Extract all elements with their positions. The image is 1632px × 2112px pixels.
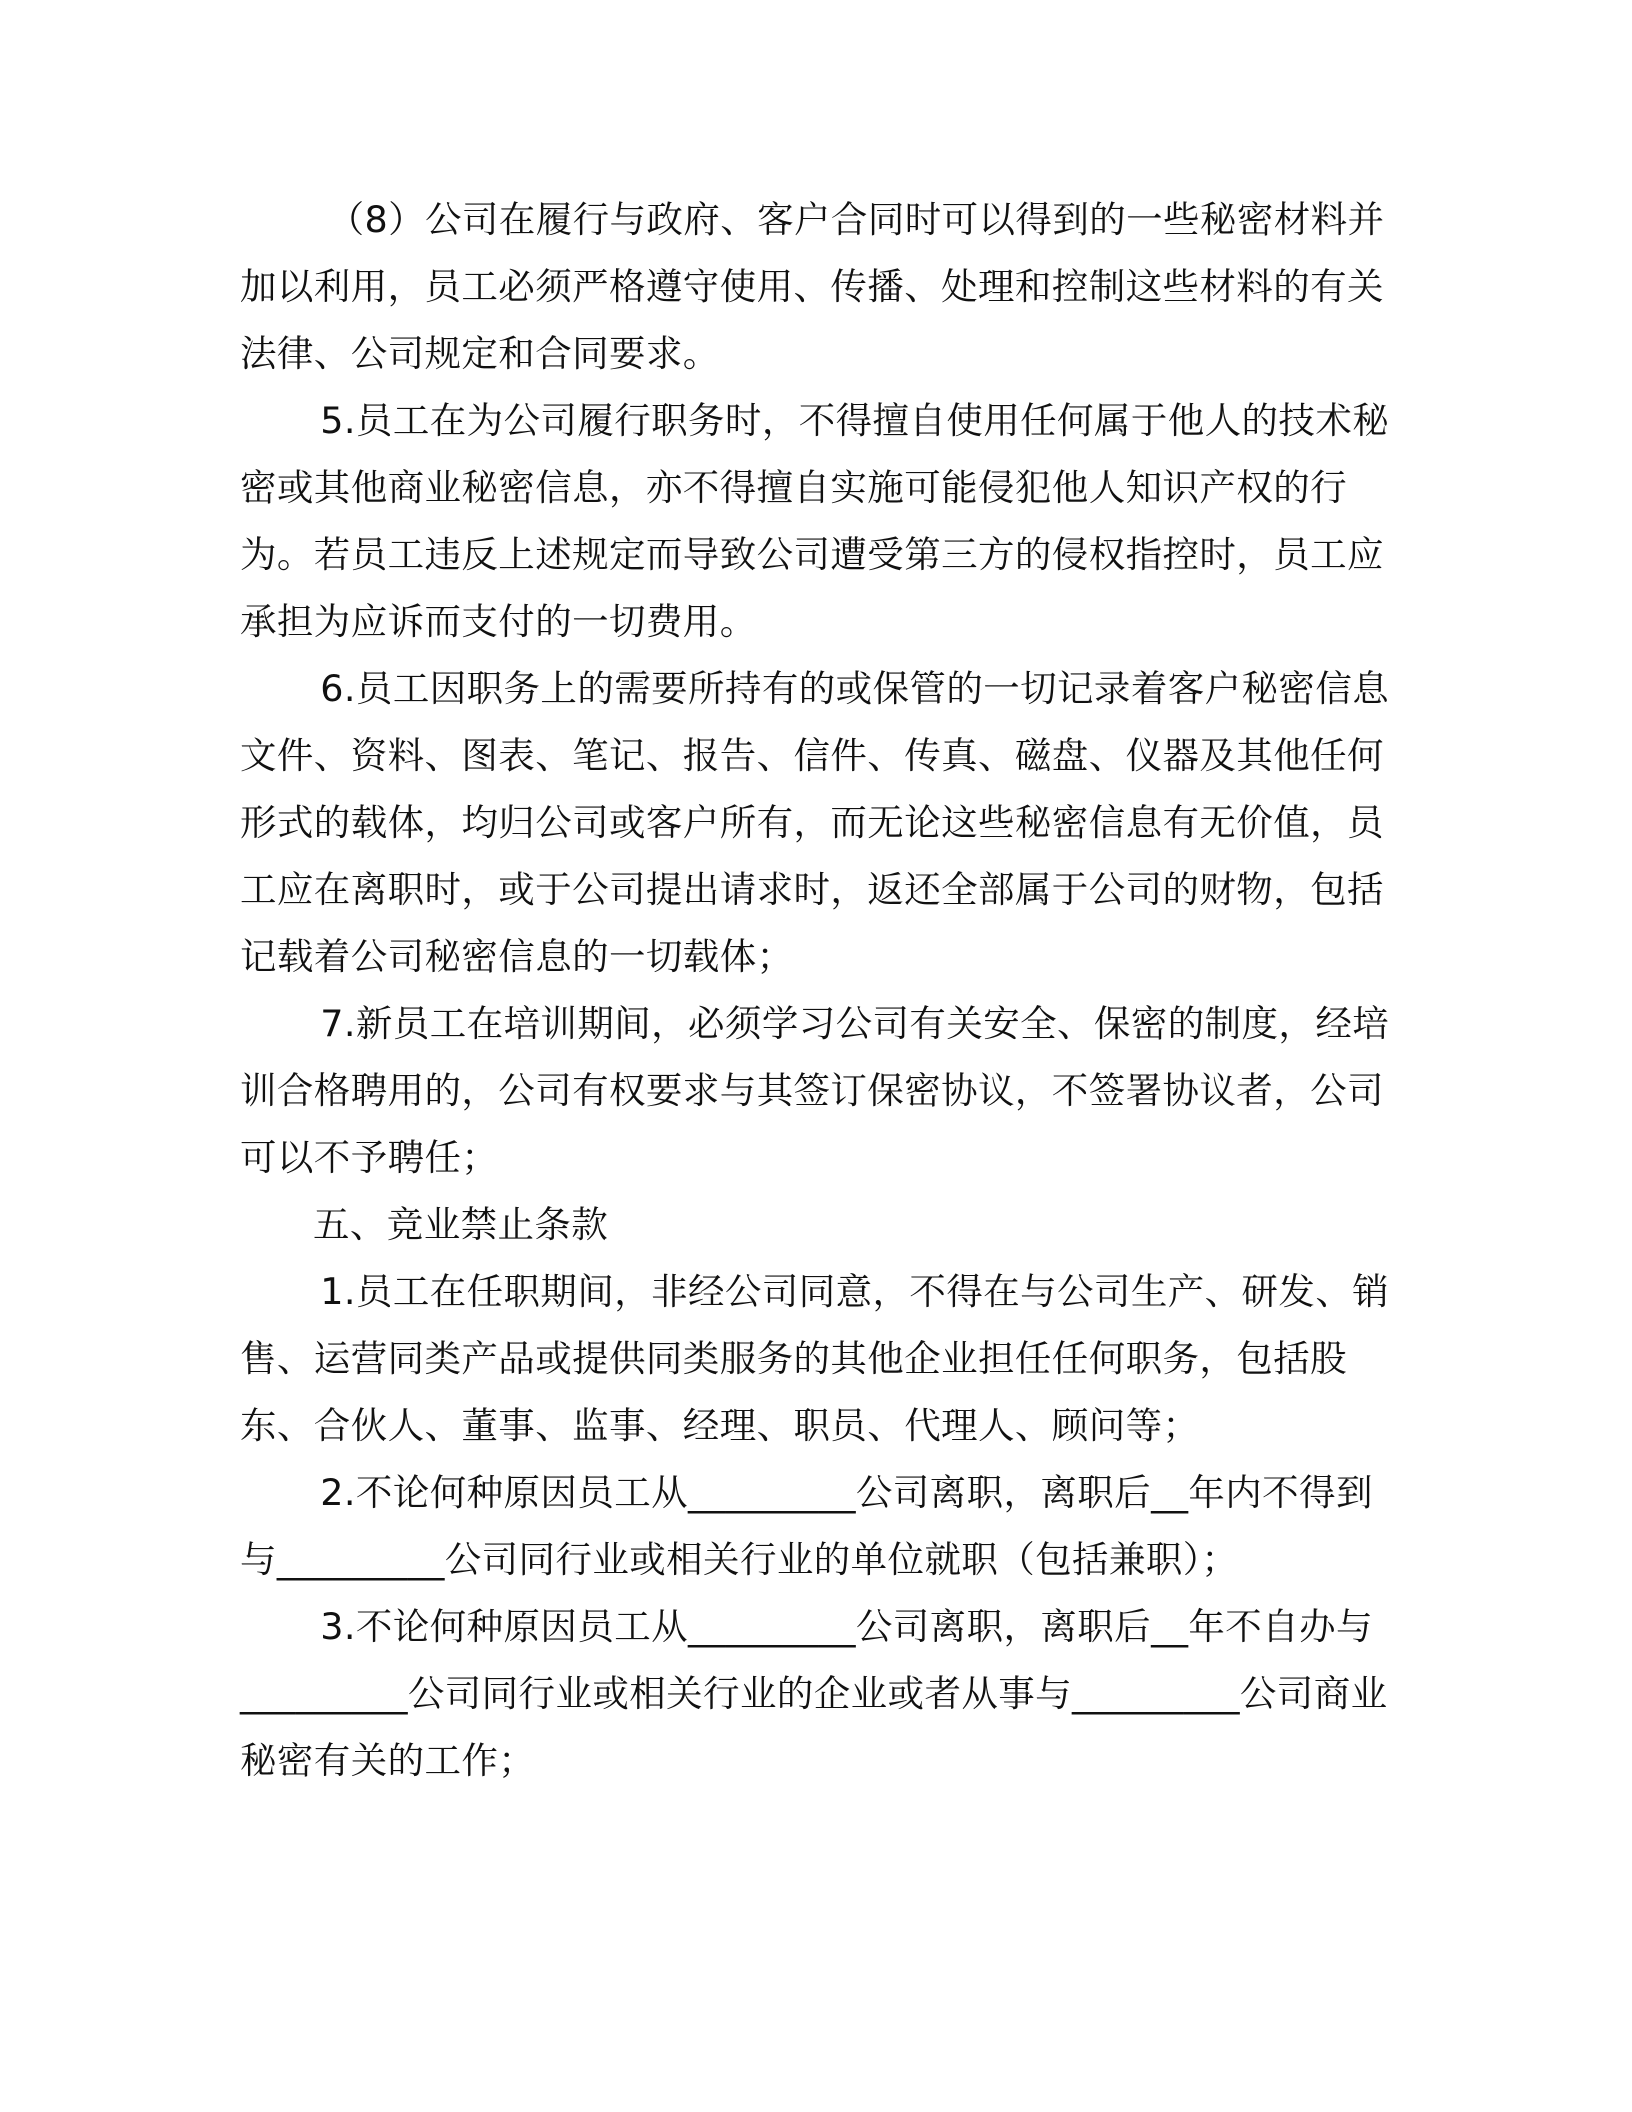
paragraph-clause-6: 6.员工因职务上的需要所持有的或保管的一切记录着客户秘密信息文件、资料、图表、笔记、报告、信件、传真、磁盘、仪器及其他任何形式的载体，均归公司或客户所有，而无论这些秘密信息有无价值，员工应在离职时，或于公司提出请求时，返还全部属于公司的财物，包括记载着公司秘密信息的一切载体； (240, 667, 1390, 978)
document-body (240, 186, 1390, 1794)
paragraph-item-8: （8）公司在履行与政府、客户合同时可以得到的一些秘密材料并加以利用，员工必须严格遵守使用、传播、处理和控制这些材料的有关法律、公司规定和合同要求。 (240, 198, 1385, 375)
paragraph-clause-7: 7.新员工在培训期间，必须学习公司有关安全、保密的制度，经培训合格聘用的，公司有权要求与其签订保密协议，不签署协议者，公司可以不予聘任； (240, 1002, 1390, 1179)
section-heading-non-compete: 五、竞业禁止条款 (313, 1203, 609, 1246)
paragraph-non-compete-3: 3.不论何种原因员工从_________公司离职，离职后__年不自办与_________公司同行业或相关行业的企业或者从事与_________公司商业秘密有关的工作； (240, 1605, 1388, 1782)
paragraph-clause-5: 5.员工在为公司履行职务时，不得擅自使用任何属于他人的技术秘密或其他商业秘密信息，亦不得擅自实施可能侵犯他人知识产权的行为。若员工违反上述规定而导致公司遭受第三方的侵权指控时，员工应承担为应诉而支付的一切费用。 (240, 399, 1390, 643)
paragraph-non-compete-2: 2.不论何种原因员工从_________公司离职，离职后__年内不得到与_________公司同行业或相关行业的单位就职（包括兼职）； (240, 1471, 1373, 1581)
paragraph-non-compete-1: 1.员工在任职期间，非经公司同意，不得在与公司生产、研发、销售、运营同类产品或提供同类服务的其他企业担任任何职务，包括股东、合伙人、董事、监事、经理、职员、代理人、顾问等； (240, 1270, 1390, 1447)
